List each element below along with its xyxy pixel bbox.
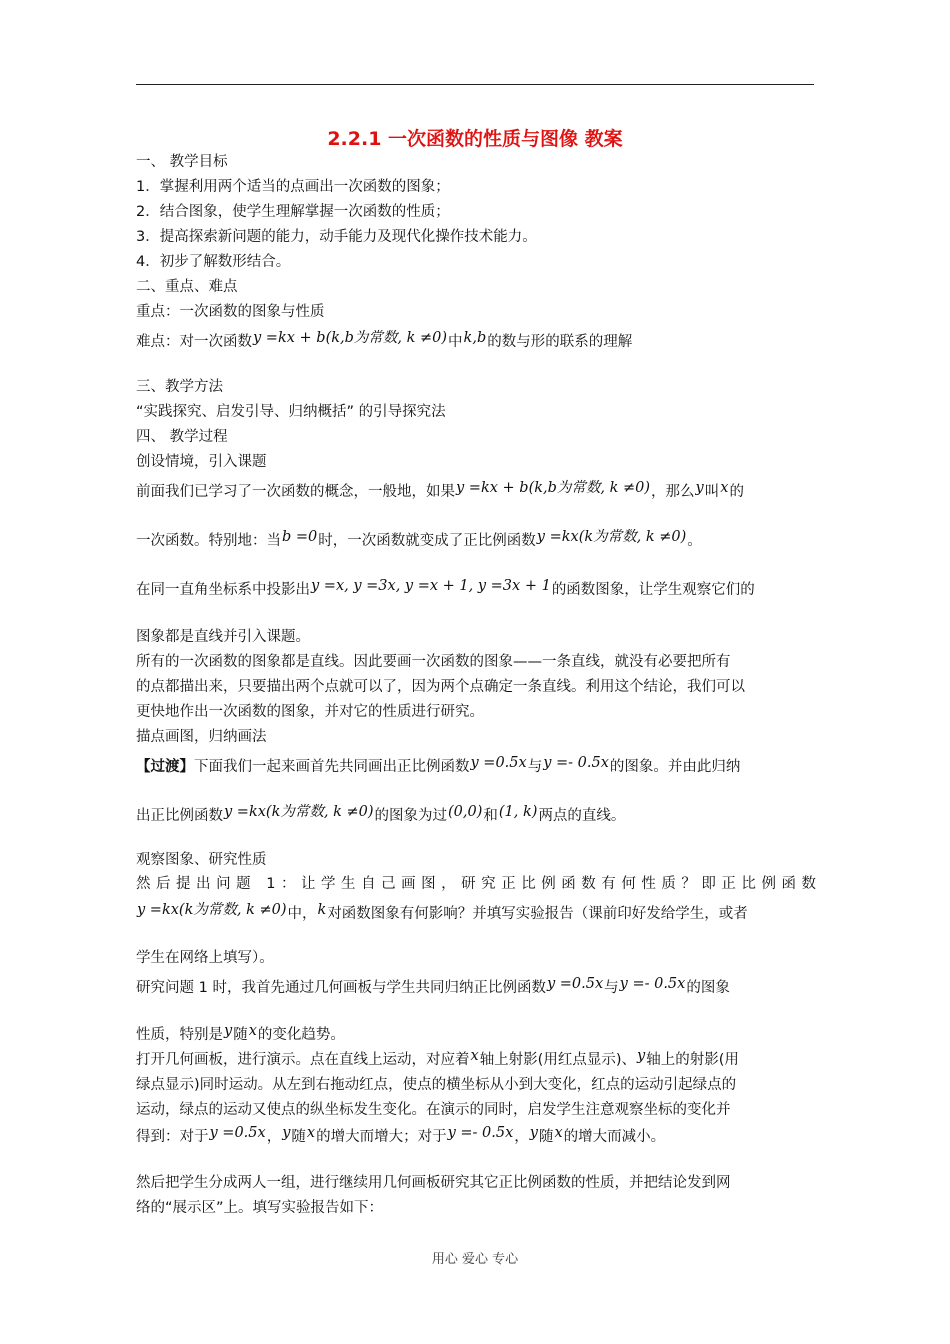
text-run: 的图象 bbox=[686, 980, 730, 996]
paragraph-line: 更快地作出一次函数的图象，并对它的性质进行研究。 bbox=[136, 704, 484, 720]
paragraph-line bbox=[136, 1050, 816, 1070]
text-run: 与 bbox=[604, 980, 619, 996]
formula: x bbox=[470, 1048, 479, 1064]
formula: y =0.5x bbox=[546, 976, 604, 992]
formula: k bbox=[317, 902, 327, 918]
paragraph-line bbox=[136, 806, 816, 826]
header-rule bbox=[136, 84, 814, 85]
formula: y bbox=[224, 1023, 233, 1039]
paragraph-line: 的点都描出来，只要描出两个点就可以了，因为两个点确定一条直线。利用这个结论，我们可以 bbox=[136, 679, 745, 695]
teaching-method: “实践探究、启发引导、归纳概括” 的引导探究法 bbox=[136, 404, 446, 420]
section-3-heading: 三、教学方法 bbox=[136, 379, 223, 395]
formula: (0,0) bbox=[448, 804, 483, 820]
text-run: 中 bbox=[448, 334, 463, 350]
paragraph-line bbox=[136, 904, 816, 924]
text-run: 时，一次函数就变成了正比例函数 bbox=[318, 533, 536, 549]
text-run: 对函数图象有何影响？并填写实验报告（课前印好发给学生，或者 bbox=[327, 906, 748, 922]
text-run: 的图象。并由此归纳 bbox=[609, 759, 741, 775]
text-run: 打开几何画板，进行演示。点在直线上运动，对应着 bbox=[136, 1052, 470, 1068]
formula: y =0.5x bbox=[470, 755, 527, 771]
section-2-heading: 二、重点、难点 bbox=[136, 279, 238, 295]
text-run: 中， bbox=[287, 906, 317, 922]
page-title: 2.2.1 一次函数的性质与图像 教案 bbox=[327, 128, 623, 150]
formula: y bbox=[637, 1048, 646, 1064]
difficult-point bbox=[136, 332, 816, 352]
text-run: 的函数图象，让学生观察它们的 bbox=[551, 582, 755, 598]
subheading-scenario: 创设情境，引入课题 bbox=[136, 454, 267, 470]
text-run: 性质，特别是 bbox=[136, 1027, 223, 1043]
objective-3: 3．提高探索新问题的能力，动手能力及现代化操作技术能力。 bbox=[136, 229, 537, 245]
paragraph-line bbox=[136, 531, 816, 551]
text-run: 下面我们一起来画首先共同画出正比例函数 bbox=[194, 759, 470, 775]
objective-4: 4．初步了解数形结合。 bbox=[136, 254, 291, 270]
page-footer: 用心 爱心 专心 bbox=[431, 1252, 519, 1267]
text-run: 的数与形的联系的理解 bbox=[487, 334, 633, 350]
text-run: 随 bbox=[538, 1129, 554, 1145]
formula: k,b bbox=[463, 330, 487, 346]
text-run: 的增大而减小。 bbox=[563, 1129, 666, 1145]
paragraph-line: 学生在网络上填写）。 bbox=[136, 950, 274, 966]
paragraph-line bbox=[136, 580, 816, 600]
text-run: 一次函数。特别地：当 bbox=[136, 533, 281, 549]
formula: x bbox=[306, 1125, 316, 1141]
text-run: 两点的直线。 bbox=[538, 808, 626, 824]
formula: y =x, y =3x, y =x + 1, y =3x + 1 bbox=[311, 578, 551, 594]
text-run: 在同一直角坐标系中投影出 bbox=[136, 582, 310, 598]
paragraph-line bbox=[136, 1127, 816, 1147]
formula: x bbox=[720, 480, 729, 496]
text-run: 难点：对一次函数 bbox=[136, 334, 252, 350]
paragraph-line: 然后把学生分成两人一组，进行继续用几何画板研究其它正比例函数的性质，并把结论发到网 bbox=[136, 1175, 731, 1191]
objective-2: 2．结合图象，使学生理解掌握一次函数的性质； bbox=[136, 204, 450, 220]
paragraph-line bbox=[136, 1025, 816, 1045]
formula: y bbox=[282, 1125, 291, 1141]
text-run: 随 bbox=[291, 1129, 306, 1145]
objective-1: 1．掌握利用两个适当的点画出一次函数的图象； bbox=[136, 179, 450, 195]
formula: y =kx + b(k,b为常数, k ≠0) bbox=[456, 480, 651, 496]
paragraph-line bbox=[136, 757, 816, 777]
paragraph-line: 所有的一次函数的图象都是直线。因此要画一次函数的图象——一条直线，就没有必要把所有 bbox=[136, 654, 731, 670]
text-run: 随 bbox=[233, 1027, 248, 1043]
formula: x bbox=[554, 1125, 563, 1141]
paragraph-line: 图象都是直线并引入课题。 bbox=[136, 629, 310, 645]
formula: y =- 0.5x bbox=[619, 976, 686, 992]
paragraph-line: 运动，绿点的运动又使点的纵坐标发生变化。在演示的同时，启发学生注意观察坐标的变化并 bbox=[136, 1102, 731, 1118]
text-run: 前面我们已学习了一次函数的概念，一般地，如果 bbox=[136, 484, 455, 500]
text-run: 得到：对于 bbox=[136, 1129, 209, 1145]
text-run: 轴上射影(用红点显示)、 bbox=[479, 1052, 637, 1068]
transition-tag: 【过渡】 bbox=[136, 759, 194, 775]
formula: y =kx(k为常数, k ≠0) bbox=[224, 804, 374, 820]
subheading-observe: 观察图象、研究性质 bbox=[136, 852, 267, 868]
paragraph-line bbox=[136, 978, 816, 998]
text-run: 和 bbox=[483, 808, 498, 824]
text-run: 研究问题 1 时，我首先通过几何画板与学生共同归纳正比例函数 bbox=[136, 980, 546, 996]
text-run: 的变化趋势。 bbox=[257, 1027, 345, 1043]
text-run: 轴上的射影(用 bbox=[646, 1052, 739, 1068]
subheading-draw: 描点画图，归纳画法 bbox=[136, 729, 267, 745]
formula: y =kx + b(k,b为常数, k ≠0) bbox=[253, 330, 448, 346]
text-run: 与 bbox=[527, 759, 543, 775]
formula: y =kx(k为常数, k ≠0) bbox=[536, 529, 687, 545]
key-point: 重点：一次函数的图象与性质 bbox=[136, 304, 325, 320]
formula: y =- 0.5x bbox=[543, 755, 609, 771]
text-run: ，那么 bbox=[651, 484, 695, 500]
section-4-heading: 四、 教学过程 bbox=[136, 429, 228, 445]
text-run: 。 bbox=[687, 533, 702, 549]
formula: b =0 bbox=[282, 529, 318, 545]
formula: y =- 0.5x bbox=[447, 1125, 514, 1141]
formula: y =kx(k为常数, k ≠0) bbox=[137, 902, 287, 918]
formula: y bbox=[695, 480, 704, 496]
section-1-heading: 一、 教学目标 bbox=[136, 154, 228, 170]
text-run: ， bbox=[266, 1129, 282, 1145]
paragraph-line: 络的“展示区”上。填写实验报告如下： bbox=[136, 1200, 384, 1216]
text-run: 的增大而增大；对于 bbox=[316, 1129, 447, 1145]
formula: y bbox=[529, 1125, 538, 1141]
formula: y =0.5x bbox=[209, 1125, 266, 1141]
text-run: ， bbox=[514, 1129, 529, 1145]
paragraph-line bbox=[136, 482, 816, 502]
text-run: 叫 bbox=[704, 484, 720, 500]
formula: x bbox=[248, 1023, 257, 1039]
text-run: 的图象为过 bbox=[374, 808, 448, 824]
paragraph-line: 然后提出问题 1：让学生自己画图，研究正比例函数有何性质？即正比例函数 bbox=[136, 876, 816, 892]
text-run: 出正比例函数 bbox=[136, 808, 223, 824]
formula: (1, k) bbox=[498, 804, 538, 820]
paragraph-line: 绿点显示)同时运动。从左到右拖动红点，使点的横坐标从小到大变化，红点的运动引起绿点的 bbox=[136, 1077, 737, 1093]
text-run: 的 bbox=[729, 484, 744, 500]
